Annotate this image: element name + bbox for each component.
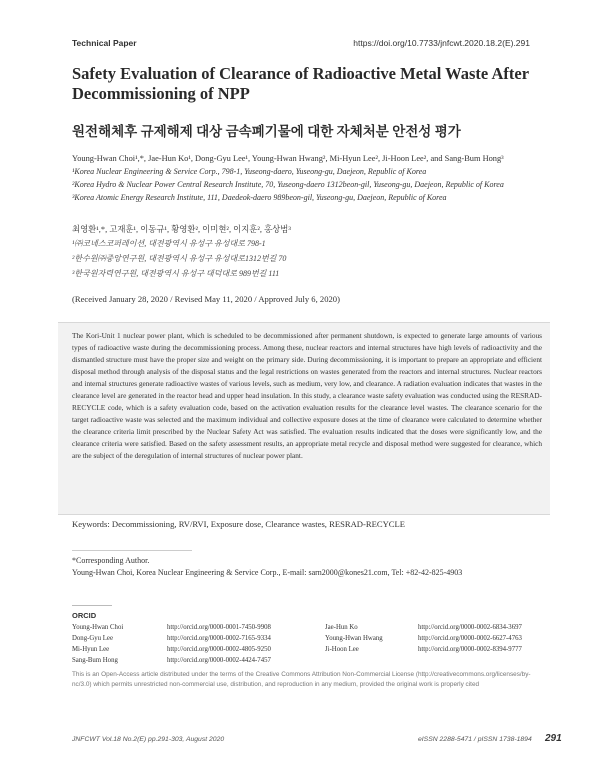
affiliation-1: ¹Korea Nuclear Engineering & Service Corp., 798-1, Yuseong-daero, Yuseong-gu, Daejeon, Republic of Korea [72,167,427,176]
affiliation-2: ²Korea Hydro & Nuclear Power Central Research Institute, 70, Yuseong-daero 1312beon-gil, Yuseong-gu, Daejeon, Republic of Korea [72,180,504,189]
orcid-link[interactable]: http://orcid.org/0000-0002-7165-9334 [167,635,271,642]
issn-info: eISSN 2288-5471 / pISSN 1738-1894 [418,736,532,743]
orcid-link[interactable]: http://orcid.org/0000-0002-4424-7457 [167,657,271,664]
author-list-korean: 최영환¹,*, 고재훈¹, 이동규¹, 황영환², 이미현², 이지훈², 홍상범³ [72,225,291,234]
abstract-text: The Kori-Unit 1 nuclear power plant, which is scheduled to be decommissioned after permanent shutdown, is expected to generate large amounts of various types of radioactive waste during the decommissioning process. Among these, nuclear reactors and internal structures have high levels of radioactivity and the dismantled structure must have the proper size and weight on the primary side. During decommissioning, it is important to prepare an appropriate and efficient disposal method through analysis of the disposal status and the legal restrictions on wastes generated from the reactors and internal structures. Nuclear reactors and internal structures generate radioactive wastes of various levels, such as medium, very low, and clearance. A radiation evaluation indicates that wastes in the clearance level are generated in the reactor head and upper head insulation. In this study, a clearance waste safety evaluation was conducted using the RESRAD-RECYCLE code, which is a safety evaluation code, based on the activation evaluation results for the clearance level wastes. The clearance scenario for the target radioactive waste was selected and the maximum individual and collective exposure doses at the time of clearance were calculated to determine whether the clearance criteria limit prescribed by the Nuclear Safety Act was satisfied. The evaluation results indicated that the doses were significantly low, and the clearance criteria were satisfied. Based on the safety assessment results, an appropriate metal recycle and disposal method were suggested for clearance, which are the subject of the deregulation of internal structures of nuclear power plant. [72,331,542,460]
license-notice: This is an Open-Access article distributed under the terms of the Creative Commons Attribution Non-Commercial License (http://creativecommons.org/licenses/by-nc/3.0) which permits unrestricted non-commercial use, distribution, and reproduction in any medium, provided the original work is properly cited [72,671,531,688]
orcid-divider [72,605,112,606]
orcid-link[interactable]: http://orcid.org/0000-0002-4805-9250 [167,646,271,653]
doi-link[interactable]: https://doi.org/10.7733/jnfcwt.2020.18.2(E).291 [353,38,530,48]
orcid-link[interactable]: http://orcid.org/0000-0001-7450-9908 [167,624,271,631]
corresponding-divider [72,550,192,551]
orcid-name: Dong-Gyu Lee [72,635,113,642]
orcid-name: Young-Hwan Hwang [325,635,383,642]
orcid-link[interactable]: http://orcid.org/0000-0002-6834-3697 [418,624,522,631]
paper-title-english: Safety Evaluation of Clearance of Radioactive Metal Waste After Decommissioning of NPP [72,64,529,103]
orcid-name: Young-Hwan Choi [72,624,124,631]
journal-citation: JNFCWT Vol.18 No.2(E) pp.291-303, August 2020 [72,736,225,743]
orcid-heading: ORCID [72,611,97,620]
affiliation-3: ³Korea Atomic Energy Research Institute, 111, Daedeok-daero 989beon-gil, Yuseong-gu, Daejeon, Republic of Korea [72,193,447,202]
author-list-english: Young-Hwan Choi¹,*, Jae-Hun Ko¹, Dong-Gyu Lee¹, Young-Hwan Hwang², Mi-Hyun Lee², Ji-Hoon Lee², and Sang-Bum Hong³ [72,154,504,163]
orcid-name: Ji-Hoon Lee [325,646,359,653]
orcid-name: Mi-Hyun Lee [72,646,110,653]
received-dates: (Received January 28, 2020 / Revised May 11, 2020 / Approved July 6, 2020) [72,294,340,304]
affiliation-ko-3: ³한국원자력연구원, 대전광역시 유성구 대덕대로 989번길 111 [72,269,280,278]
corresponding-author-title: *Corresponding Author. [72,556,150,565]
orcid-name: Sang-Bum Hong [72,657,118,664]
affiliation-ko-2: ²한수원㈜중앙연구원, 대전광역시 유성구 유성대로1312번길 70 [72,254,287,263]
paper-title-korean: 원전해체후 규제해제 대상 금속폐기물에 대한 자체처분 안전성 평가 [72,124,461,139]
keywords: Keywords: Decommissioning, RV/RVI, Exposure dose, Clearance wastes, RESRAD-RECYCLE [72,519,406,529]
affiliation-ko-1: ¹㈜코네스코퍼레이션, 대전광역시 유성구 유성대로 798-1 [72,239,266,248]
corresponding-author-detail: Young-Hwan Choi, Korea Nuclear Engineering & Service Corp., E-mail: sarn2000@kones21.com, Tel: +82-42-825-4903 [72,568,463,577]
article-type-label: Technical Paper [72,38,137,48]
orcid-link[interactable]: http://orcid.org/0000-0002-8394-9777 [418,646,522,653]
orcid-name: Jae-Hun Ko [325,624,358,631]
page-number: 291 [545,733,562,744]
orcid-link[interactable]: http://orcid.org/0000-0002-6627-4763 [418,635,522,642]
